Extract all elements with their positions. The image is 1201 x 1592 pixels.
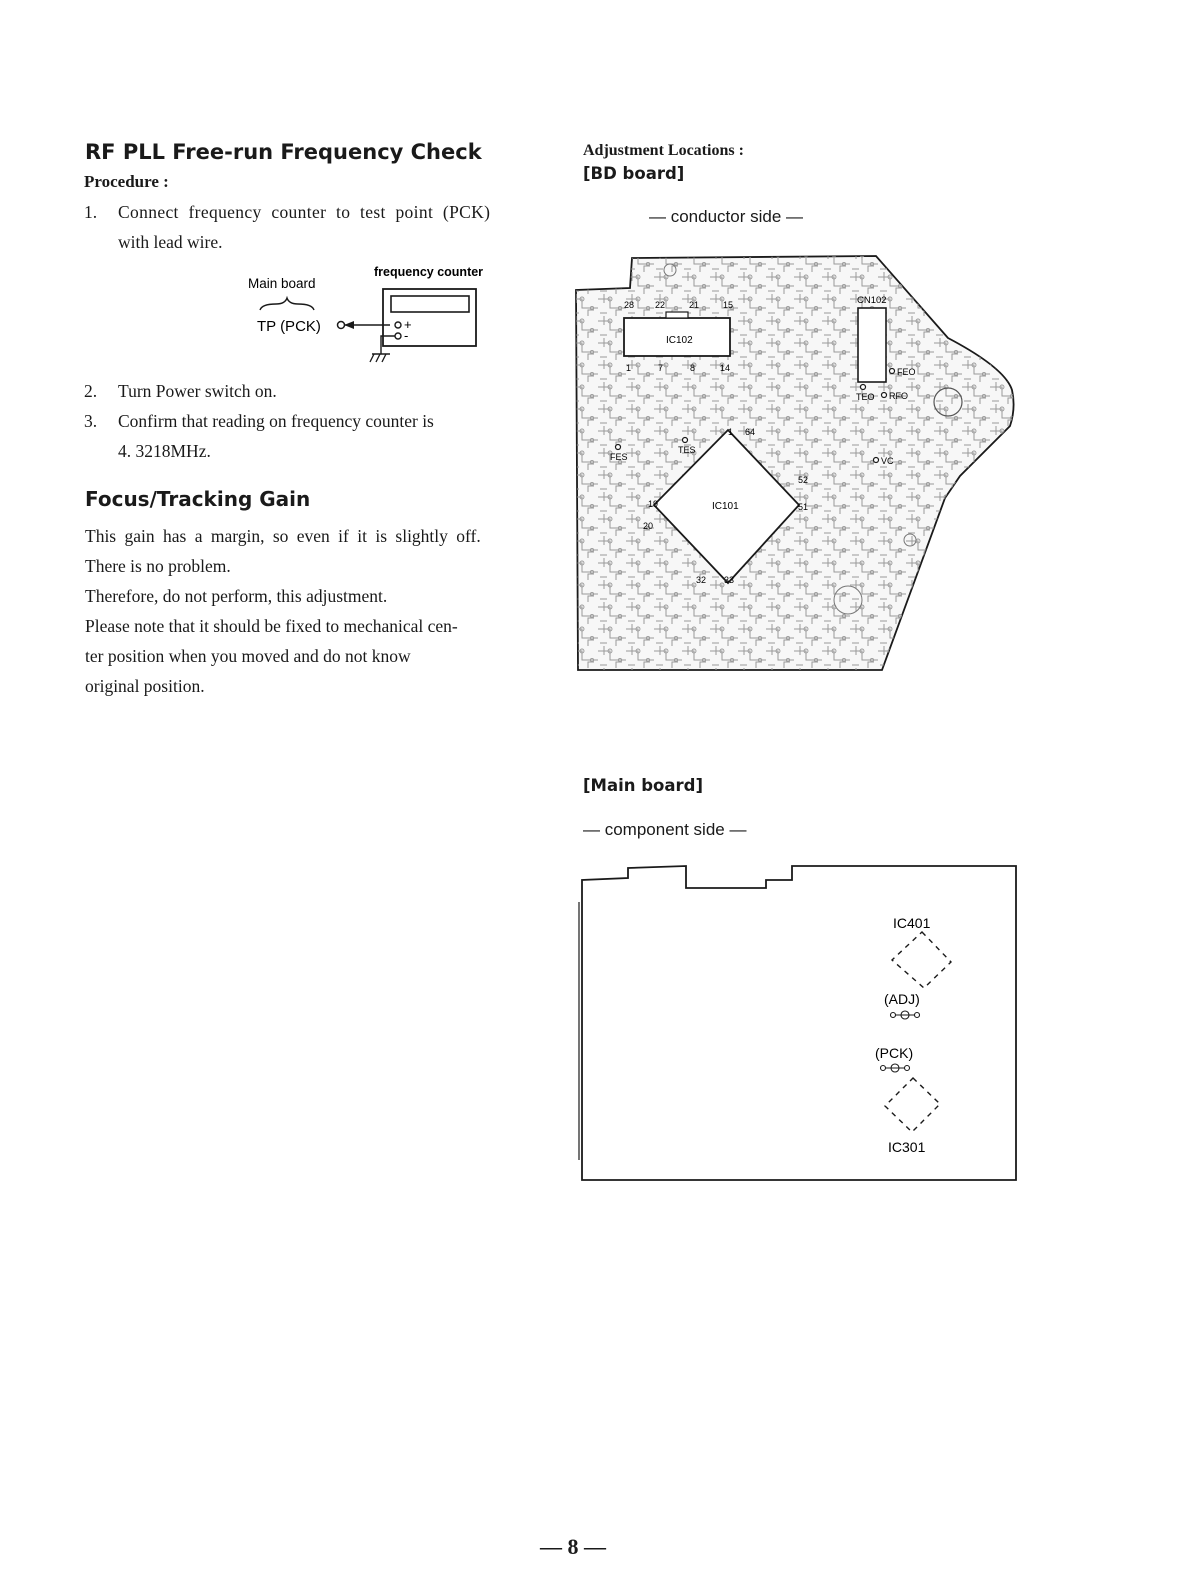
ic301-outline	[885, 1078, 940, 1132]
cn102-label: CN102	[857, 295, 887, 306]
ic301-label: IC301	[888, 1139, 926, 1155]
component-side-label: — component side —	[583, 820, 747, 839]
pin-label: 32	[696, 575, 707, 585]
counter-body	[383, 289, 476, 346]
pck-label: (PCK)	[875, 1045, 914, 1061]
page-number: — 8 —	[540, 1534, 606, 1559]
brace-mark	[260, 298, 314, 310]
adj-test-point	[891, 1013, 896, 1018]
teo-test-point	[861, 385, 866, 390]
fes-test-point	[616, 445, 621, 450]
adj-test-point	[915, 1013, 920, 1018]
bd-board-label: [BD board]	[583, 164, 685, 183]
test-point-terminal	[338, 322, 345, 329]
ground-hatch	[382, 354, 386, 362]
feo-label: FEO	[897, 367, 916, 377]
focus-tracking-title: Focus/Tracking Gain	[85, 487, 311, 511]
pin-label: 52	[798, 475, 809, 485]
step-1-continuation: with lead wire.	[118, 232, 223, 252]
tp-pck-label: TP (PCK)	[257, 318, 321, 335]
pin-label: 7	[658, 363, 664, 373]
pin-label: 20	[643, 521, 654, 531]
pin-label: 28	[624, 300, 635, 310]
cn102-connector	[858, 308, 886, 382]
adj-label: (ADJ)	[884, 991, 920, 1007]
ic102-label: IC102	[666, 335, 693, 346]
adjustment-locations-label: Adjustment Locations :	[583, 142, 744, 159]
minus-label: -	[404, 328, 409, 343]
copper-traces	[570, 250, 1020, 680]
step-3	[84, 406, 554, 466]
fes-label: FES	[610, 452, 628, 462]
pin-label: 21	[689, 300, 700, 310]
pin-label: 1	[728, 427, 734, 437]
pin-label: 19	[648, 499, 659, 509]
main-board-diagram	[570, 860, 1025, 1190]
main-board-outline	[582, 866, 1016, 1180]
counter-display	[391, 296, 469, 312]
main-board-caption: Main board	[248, 276, 316, 291]
pin-label: 8	[690, 363, 696, 373]
ground-hatch	[370, 354, 374, 362]
step-3-text: Confirm that reading on frequency counter is	[118, 411, 434, 431]
rfo-test-point	[882, 393, 887, 398]
pin-label: 51	[798, 502, 809, 512]
focus-tracking-body	[85, 521, 555, 701]
focus-line: original position.	[85, 676, 205, 696]
rf-pll-title: RF PLL Free-run Frequency Check	[85, 140, 482, 164]
ic401-label: IC401	[893, 915, 931, 931]
step-1	[84, 197, 554, 257]
pin-label: 33	[724, 575, 735, 585]
main-board-label: [Main board]	[583, 776, 704, 795]
frequency-counter-caption: frequency counter	[374, 265, 484, 279]
vc-test-point	[874, 458, 879, 463]
feo-test-point	[890, 369, 895, 374]
pck-test-point	[881, 1066, 886, 1071]
ic101-label: IC101	[712, 501, 739, 512]
rfo-label: RFO	[889, 391, 908, 401]
teo-label: TEO	[856, 392, 875, 402]
conductor-side-label: — conductor side —	[649, 207, 804, 226]
step-1-text: Connect frequency counter to test point (PCK)	[118, 202, 491, 222]
focus-line: Therefore, do not perform, this adjustment.	[85, 586, 388, 606]
bd-board-diagram	[570, 250, 1020, 680]
pin-label: 1	[626, 363, 632, 373]
pin-label: 64	[745, 427, 756, 437]
pin-label: 15	[723, 300, 734, 310]
step-1-number: 1.	[84, 202, 98, 222]
arrow-head	[344, 321, 354, 329]
minus-terminal	[395, 333, 401, 339]
focus-line: There is no problem.	[85, 556, 231, 576]
focus-line: ter position when you moved and do not know	[85, 646, 411, 666]
pin-label: 14	[720, 363, 731, 373]
tes-test-point	[683, 438, 688, 443]
step-2-text: Turn Power switch on.	[118, 381, 277, 401]
vc-label: VC	[881, 456, 894, 466]
plus-label: +	[404, 317, 412, 332]
tes-label: TES	[678, 445, 696, 455]
step-2-number: 2.	[84, 381, 98, 401]
plus-terminal	[395, 322, 401, 328]
ground-hatch	[376, 354, 380, 362]
focus-line: Please note that it should be fixed to mechanical cen-	[85, 616, 458, 636]
step-2	[84, 376, 554, 406]
pck-test-point	[905, 1066, 910, 1071]
procedure-label: Procedure :	[84, 172, 169, 191]
frequency-counter-diagram	[240, 258, 510, 373]
step-3-continuation: 4. 3218MHz.	[118, 441, 211, 461]
pin-label: 22	[655, 300, 666, 310]
ic401-outline	[892, 932, 951, 988]
step-3-number: 3.	[84, 411, 98, 431]
focus-line: This gain has a margin, so even if it is slightly off.	[85, 526, 481, 546]
